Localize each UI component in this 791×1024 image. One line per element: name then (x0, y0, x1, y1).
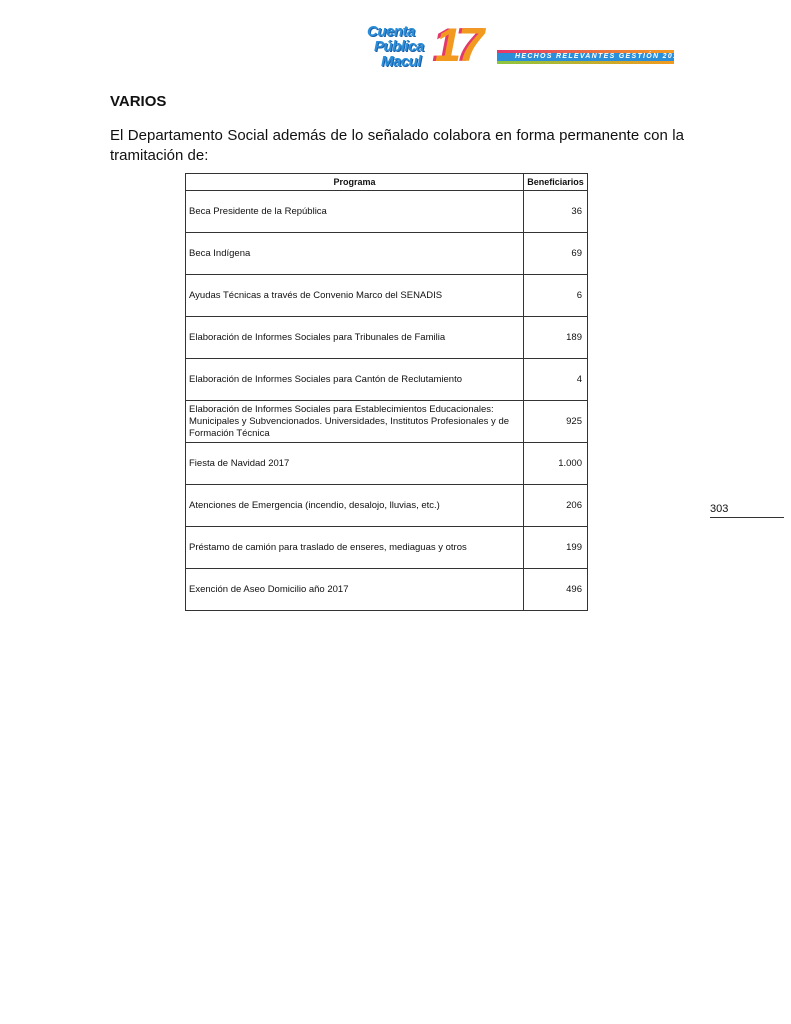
banner-text: HECHOS RELEVANTES GESTIÓN 2017 (515, 53, 684, 60)
table-row (186, 401, 588, 443)
beneficiarios-cell: 36 (524, 191, 588, 233)
table-row (186, 233, 588, 275)
table-row (186, 317, 588, 359)
beneficiarios-cell: 199 (524, 527, 588, 569)
beneficiarios-cell: 206 (524, 485, 588, 527)
programa-cell: Elaboración de Informes Sociales para Establecimientos Educacionales: Municipales y Subvencionados. Universidades, Institutos Profesionales y de Formación Técnica (186, 401, 524, 443)
programa-cell: Beca Presidente de la República (186, 191, 524, 233)
programa-cell: Beca Indígena (186, 233, 524, 275)
section-intro: El Departamento Social además de lo señalado colabora en forma permanente con la tramitación de: (110, 127, 684, 164)
banner-stripe-bottom (497, 61, 674, 64)
beneficiarios-cell: 4 (524, 359, 588, 401)
programa-cell: Préstamo de camión para traslado de enseres, mediaguas y otros (186, 527, 524, 569)
cuenta-publica-logo (365, 18, 487, 71)
beneficiarios-cell: 69 (524, 233, 588, 275)
programa-cell: Fiesta de Navidad 2017 (186, 443, 524, 485)
table-row (186, 191, 588, 233)
table-header-row (186, 174, 588, 191)
page-number: 303 (710, 502, 784, 518)
programa-cell: Atenciones de Emergencia (incendio, desalojo, lluvias, etc.) (186, 485, 524, 527)
beneficiarios-table (185, 173, 588, 611)
programa-cell: Elaboración de Informes Sociales para Cantón de Reclutamiento (186, 359, 524, 401)
logo-line-1: Cuenta (367, 23, 415, 40)
table-row (186, 527, 588, 569)
header-programa: Programa (186, 174, 524, 191)
table-row (186, 443, 588, 485)
gestion-banner (497, 50, 684, 64)
beneficiarios-cell: 189 (524, 317, 588, 359)
beneficiarios-cell: 496 (524, 569, 588, 611)
table-row (186, 485, 588, 527)
beneficiarios-cell: 925 (524, 401, 588, 443)
table-row (186, 275, 588, 317)
programa-cell: Ayudas Técnicas a través de Convenio Marco del SENADIS (186, 275, 524, 317)
beneficiarios-cell: 1.000 (524, 443, 588, 485)
table-row (186, 569, 588, 611)
table-row (186, 359, 588, 401)
section-heading: VARIOS (110, 93, 167, 110)
beneficiarios-cell: 6 (524, 275, 588, 317)
programa-cell: Elaboración de Informes Sociales para Tribunales de Familia (186, 317, 524, 359)
header-beneficiarios: Beneficiarios (524, 174, 588, 191)
logo-line-2: Pública (374, 38, 424, 55)
logo-number: 17 (435, 18, 482, 71)
programa-cell: Exención de Aseo Domicilio año 2017 (186, 569, 524, 611)
logo-line-3: Macul (381, 53, 422, 70)
